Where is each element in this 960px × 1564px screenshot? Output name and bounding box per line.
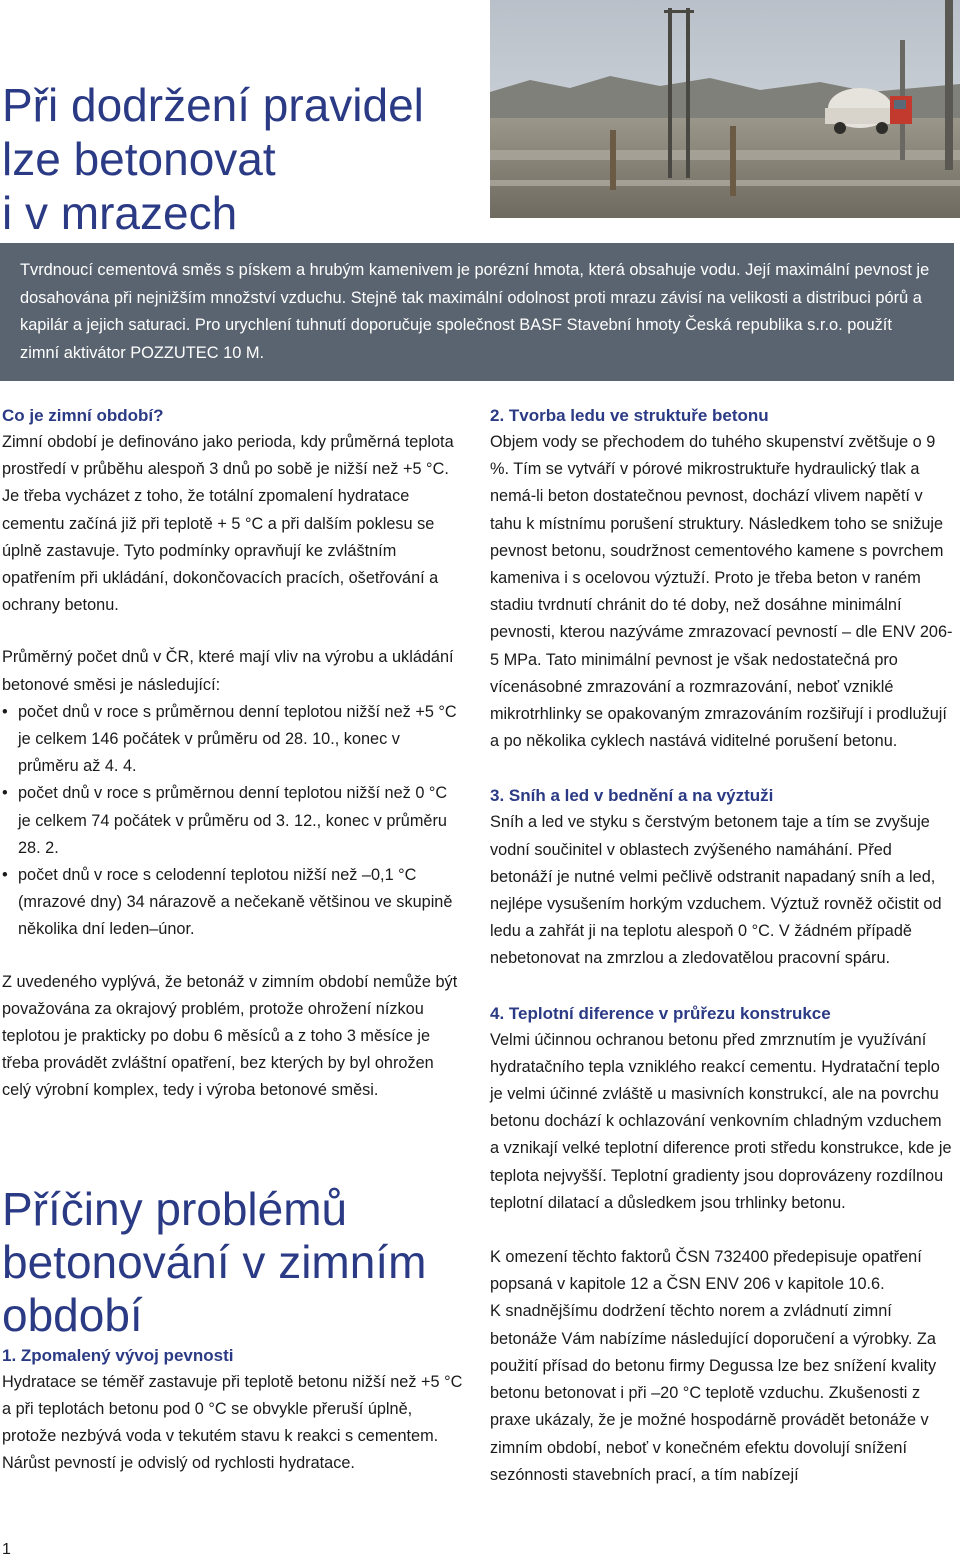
paragraph-recommendations: K snadnějšímu dodržení těchto norem a zvládnutí zimní betonáže Vám nabízíme následující doporučení a výrobky. Za použití přísad do betonu firmy Degussa lze bez snížení kvality betonu betonovat i při –20 °C teplotě vzduchu. Zkušenosti z praxe ukázaly, že je možné hospodárně provádět betonáže v zimním období, neboť v konečném efektu dovolují snížení sezónnosti stavebních prací, a tím nabízejí bbox=[490, 1302, 937, 1484]
right-column bbox=[490, 402, 955, 1489]
paragraph-ice-formation: Objem vody se přechodem do tuhého skupenství zvětšuje o 9 %. Tím se vytváří v pórové mikrostruktuře hydraulický tlak a nemá-li beton dostatečnou pevnost, dochází vlivem napětí v tahu k místnímu porušení struktury. Následkem toho se snižuje pevnost betonu, soudržnost cementového kamene s povrchem kameniva i s ocelovou výztuží. Proto je třeba beton v raném stadiu tvrdnutí chránit do té doby, než dosáhne minimální pevnosti, kterou nazýváme zmrazovací pevností – dle ENV 206-5 MPa. Tato minimální pevnost je však nedostatečná pro vícenásobné zmrazování a rozmrazování, neboť vzniklé mikrotrhlinky se opakovaným zmrazováním rozšiřují i prodlužují a po několika cyklech nastává viditelné porušení betonu. bbox=[490, 433, 953, 751]
intro-text: Tvrdnoucí cementová směs s pískem a hrubým kamenivem je porézní hmota, která obsahuje vodu. Její maximální pevnost je dosahována při nejnižším množství vzduchu. Stejně tak maximální odolnost proti mrazu závisí na velikosti a distribuci pórů a kapilár a jejich saturaci. Pro urychlení tuhnutí doporučuje společnost BASF Stavební hmoty Česká republika s.r.o. použít zimní aktivátor POZZUTEC 10 M. bbox=[20, 261, 930, 362]
paragraph-temperature-difference: Velmi účinnou ochranou betonu před zmrznutím je využívání hydratačního tepla vzniklého reakcí cementu. Hydratační teplo je velmi účinné zvláště u masivních konstrukcí, ale na povrchu betonu dochází k ochlazování venkovním chladným vzduchem a vznikají velké teplotní diference proti středu konstrukce, kde je teplota nejvyšší. Teplotní gradienty jsou doprovázeny rozdílnou teplotní dilatací a důsledkem jsou trhlinky betonu. bbox=[490, 1030, 952, 1212]
intro-box bbox=[0, 243, 954, 381]
heading-snow-ice: 3. Sníh a led v bednění a na výztuži bbox=[490, 786, 774, 806]
main-title-line: Při dodržení pravidel bbox=[2, 79, 424, 131]
left-column bbox=[2, 402, 464, 1477]
list-item: • počet dnů v roce s průměrnou denní teplotou nižší než 0 °C je celkem 74 počátek v průměru od 3. 12., konec v průměru 28. 2. bbox=[2, 780, 464, 862]
paragraph-slow-strength: Hydratace se téměř zastavuje při teplotě betonu nižší než +5 °C a při teplotách betonu pod 0 °C se obvykle přeruší úplně, protože nezbývá voda v tekutém stavu k reakci s cementem. Nárůst pevností je odvislý od rychlosti hydratace. bbox=[2, 1372, 463, 1473]
paragraph-snow-ice: Sníh a led ve styku s čerstvým betonem taje a tím se zvyšuje vodní součinitel v oblastech zvýšeného namáhání. Před betonáží je nutné velmi pečlivě odstranit napadaný sníh a led, nejlépe vysušením horkým vzduchem. Výztuž rovněž očistit od ledu a zahřát ji na teplotu alespoň 0 °C. V žádném případě nebetonovat na zmrzlou a zledovatělou pracovní spáru. bbox=[490, 813, 942, 968]
section-title-line: období bbox=[2, 1288, 143, 1341]
main-title-line: i v mrazech bbox=[2, 187, 238, 239]
list-item: • počet dnů v roce s celodenní teplotou nižší než –0,1 °C (mrazové dny) 34 nárazově a nečekaně většinou ve skupině několika dní leden–únor. bbox=[2, 862, 464, 944]
days-list bbox=[2, 699, 464, 944]
section-title-causes bbox=[2, 1183, 464, 1342]
section-title-line: betonování v zimním bbox=[2, 1235, 427, 1288]
heading-winter-period: Co je zimní období? bbox=[2, 406, 164, 425]
paragraph-conclusion: Z uvedeného vyplývá, že betonáž v zimním období nemůže být považována za okrajový problém, protože ohrožení nízkou teplotou je prakticky po dobu 6 měsíců a z toho 3 měsíce je třeba provádět zvláštní opatření, bez kterých by byl ohrožen celý výrobní komplex, tedy i výroba betonové směsi. bbox=[2, 972, 458, 1100]
construction-site-photo bbox=[490, 0, 960, 218]
page-number: 1 bbox=[2, 1541, 11, 1558]
section-title-line: Příčiny problémů bbox=[2, 1182, 348, 1235]
paragraph-standards: K omezení těchto faktorů ČSN 732400 předepisuje opatření popsaná v kapitole 12 a ČSN ENV 206 v kapitole 10.6. bbox=[490, 1248, 922, 1294]
heading-ice-formation: 2. Tvorba ledu ve struktuře betonu bbox=[490, 406, 769, 425]
paragraph-average-days: Průměrný počet dnů v ČR, které mají vliv na výrobu a ukládání betonové směsi je následující: bbox=[2, 648, 454, 694]
heading-slow-strength: 1. Zpomalený vývoj pevnosti bbox=[2, 1345, 234, 1365]
main-title bbox=[2, 78, 424, 240]
paragraph-winter-period: Zimní období je definováno jako perioda, kdy průměrná teplota prostředí v průběhu alespoň 3 dnů po sobě je nižší než +5 °C. Je třeba vycházet z toho, že totální zpomalení hydratace cementu začíná již při teplotě + 5 °C a při dalším poklesu se úplně zastavuje. Tyto podmínky opravňují ke zvláštním opatřením při ukládání, dokončovacích pracích, ošetřování a ochrany betonu. bbox=[2, 433, 454, 615]
heading-temperature-difference: 4. Teplotní diference v průřezu konstrukce bbox=[490, 1003, 831, 1023]
main-title-line: lze betonovat bbox=[2, 133, 276, 185]
list-item: • počet dnů v roce s průměrnou denní teplotou nižší než +5 °C je celkem 146 počátek v průměru od 28. 10., konec v průměru až 4. 4. bbox=[2, 699, 464, 781]
